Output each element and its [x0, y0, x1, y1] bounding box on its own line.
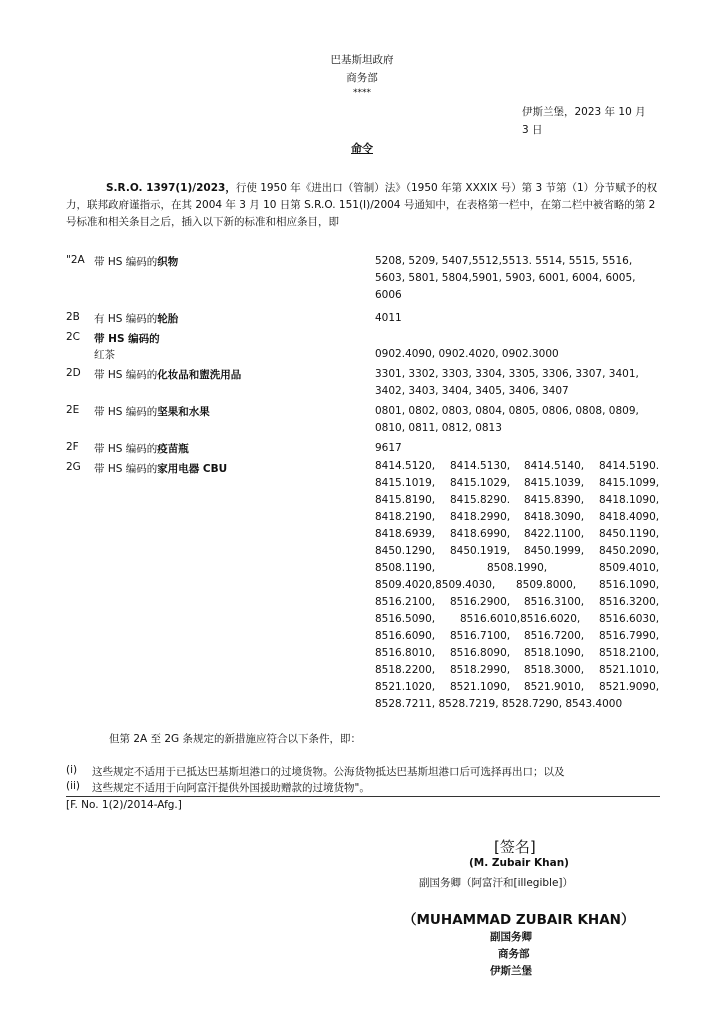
hs-code: 8450.1190,: [599, 528, 660, 540]
hs-code: 8509.8000,: [516, 579, 577, 591]
hs-code: 8418.6939,: [375, 528, 436, 540]
condition-num-ii: (ii): [66, 780, 81, 792]
row-code-2c: 2C: [66, 331, 81, 343]
hs-code: 8516.7200,: [524, 630, 585, 642]
stars-separator: ****: [353, 88, 371, 98]
row-code-2e: 2E: [66, 404, 80, 416]
row-value-2b: 4011: [375, 312, 402, 324]
condition-text-i: 这些规定不适用于已抵达巴基斯坦港口的过境货物。公海货物抵达巴基斯坦港口后可选择再出口；以及: [92, 766, 565, 778]
government-heading: 巴基斯坦政府: [330, 54, 394, 66]
hs-code: 8516.7100,: [450, 630, 511, 642]
hs-code: 8414.5140,: [524, 460, 585, 472]
hs-code: 8528.7211, 8528.7219, 8528.7290, 8543.4000: [375, 698, 623, 710]
row-desc-2b: 有 HS 编码的轮胎: [94, 313, 179, 325]
hs-code: 8521.9010,: [524, 681, 585, 693]
hs-code: 8516.2100,: [375, 596, 436, 608]
row-desc-2g: 带 HS 编码的家用电器 CBU: [94, 463, 228, 475]
hs-code: 8518.2990,: [450, 664, 511, 676]
hs-code: 8516.3100,: [524, 596, 585, 608]
hs-code: 8509.4020,8509.4030,: [375, 579, 496, 591]
date-line-2: 3 日: [522, 124, 543, 136]
hs-code: 8418.2190,: [375, 511, 436, 523]
signatory-title-2: 副国务卿: [490, 931, 532, 943]
hs-code: 8450.1290,: [375, 545, 436, 557]
hs-code: 8415.8390,: [524, 494, 585, 506]
date-line-1: 伊斯兰堡，2023 年 10 月: [522, 106, 646, 118]
condition-num-i: (i): [66, 764, 78, 776]
hs-code: 8450.1999,: [524, 545, 585, 557]
hs-code: 8516.5090,: [375, 613, 436, 625]
hs-code: 8414.5190.: [599, 460, 660, 472]
hs-code: 8415.1019,: [375, 477, 436, 489]
hs-code: 8516.3200,: [599, 596, 660, 608]
hs-code: 8516.6010,8516.6020,: [460, 613, 581, 625]
hs-code: 8516.1090,: [599, 579, 660, 591]
row-code-2d: 2D: [66, 367, 81, 379]
hs-code: 8516.6090,: [375, 630, 436, 642]
hs-code: 8521.1010,: [599, 664, 660, 676]
row-value-2f: 9617: [375, 442, 402, 454]
hs-code: 8414.5130,: [450, 460, 511, 472]
row-code-2g: 2G: [66, 461, 81, 473]
signatory-name-caps: （MUHAMMAD ZUBAIR KHAN）: [403, 912, 635, 928]
hs-code: 8418.6990,: [450, 528, 511, 540]
hs-code: 8508.1990,: [487, 562, 548, 574]
row-desc-2f: 带 HS 编码的疫苗瓶: [94, 443, 189, 455]
hs-code: 8508.1190,: [375, 562, 436, 574]
row-code-2b: 2B: [66, 311, 80, 323]
hs-code: 8516.8090,: [450, 647, 511, 659]
row-desc-2d: 带 HS 编码的化妆品和盥洗用品: [94, 369, 242, 381]
hs-code: 8509.4010,: [599, 562, 660, 574]
hs-code: 8415.8290.: [450, 494, 511, 506]
row-code-2a: "2A: [66, 254, 85, 266]
hs-code: 8521.1090,: [450, 681, 511, 693]
row-desc-2a: 带 HS 编码的织物: [94, 256, 179, 268]
hs-code: 8521.9090,: [599, 681, 660, 693]
row-desc-2c: 带 HS 编码的: [94, 333, 160, 345]
hs-code: 8450.1919,: [450, 545, 511, 557]
hs-code: 8521.1020,: [375, 681, 436, 693]
hs-code: 8516.6030,: [599, 613, 660, 625]
order-title: 命令: [351, 142, 373, 155]
row-value-2d: 3301, 3302, 3303, 3304, 3305, 3306, 3307, 3401, 3402, 3403, 3404, 3405, 3406, 3407: [375, 368, 639, 397]
row-value-2a: 5208, 5209, 5407,5512,5513. 5514, 5515, 5516, 5603, 5801, 5804,5901, 5903, 6001, 6004, 6005, 6006: [375, 255, 636, 301]
signatory-dept: 商务部: [498, 948, 530, 960]
hs-code: 8518.2200,: [375, 664, 436, 676]
row-desc-2e: 带 HS 编码的坚果和水果: [94, 406, 210, 418]
signatory-name: (M. Zubair Khan): [469, 857, 569, 869]
row-code-2f: 2F: [66, 441, 79, 453]
hs-code: 8422.1100,: [524, 528, 585, 540]
row-value-2c: 0902.4090, 0902.4020, 0902.3000: [375, 348, 559, 360]
condition-text-ii: 这些规定不适用于向阿富汗提供外国援助赠款的过境货物"。: [92, 782, 370, 794]
row-value-2e: 0801, 0802, 0803, 0804, 0805, 0806, 0808, 0809, 0810, 0811, 0812, 0813: [375, 405, 639, 434]
hs-code: 8516.7990,: [599, 630, 660, 642]
footer-divider: [66, 796, 660, 797]
hs-code: 8450.2090,: [599, 545, 660, 557]
file-number: [F. No. 1(2)/2014-Afg.]: [66, 799, 182, 811]
hs-code: 8518.2100,: [599, 647, 660, 659]
signed-marker: [签名]: [494, 838, 536, 856]
conditions-intro: 但第 2A 至 2G 条规定的新措施应符合以下条件，即：: [109, 733, 362, 745]
row-desc-2c-line2: 红茶: [94, 349, 115, 361]
hs-code: 8415.1029,: [450, 477, 511, 489]
hs-code: 8414.5120,: [375, 460, 436, 472]
hs-code: 8415.8190,: [375, 494, 436, 506]
signatory-title: 副国务卿（阿富汗和[illegible]）: [419, 877, 574, 889]
hs-code: 8516.2900,: [450, 596, 511, 608]
hs-code: 8415.1099,: [599, 477, 660, 489]
hs-code: 8418.3090,: [524, 511, 585, 523]
hs-code: 8418.4090,: [599, 511, 660, 523]
hs-code: 8418.1090,: [599, 494, 660, 506]
hs-code: 8518.3000,: [524, 664, 585, 676]
sro-number: S.R.O. 1397(1)/2023，: [106, 182, 236, 194]
hs-code: 8418.2990,: [450, 511, 511, 523]
hs-code: 8516.8010,: [375, 647, 436, 659]
intro-paragraph: [66, 180, 660, 231]
intro-text: 行使 1950 年《进出口（管制）法》（1950 年第 XXXIX 号）第 3 节第（1）分节赋予的权力，联邦政府谨指示，在其 2004 年 3 月 10 日第 S.R.O. 151(I)/2004 号通知中，在表格第一栏中，在第二栏中被省略的第 2 号标准和相关条目之后，插入以下新的标准和相应条目，即: [66, 182, 658, 228]
hs-code: 8415.1039,: [524, 477, 585, 489]
hs-code: 8518.1090,: [524, 647, 585, 659]
signatory-city: 伊斯兰堡: [490, 965, 532, 977]
ministry-heading: 商务部: [346, 72, 378, 84]
